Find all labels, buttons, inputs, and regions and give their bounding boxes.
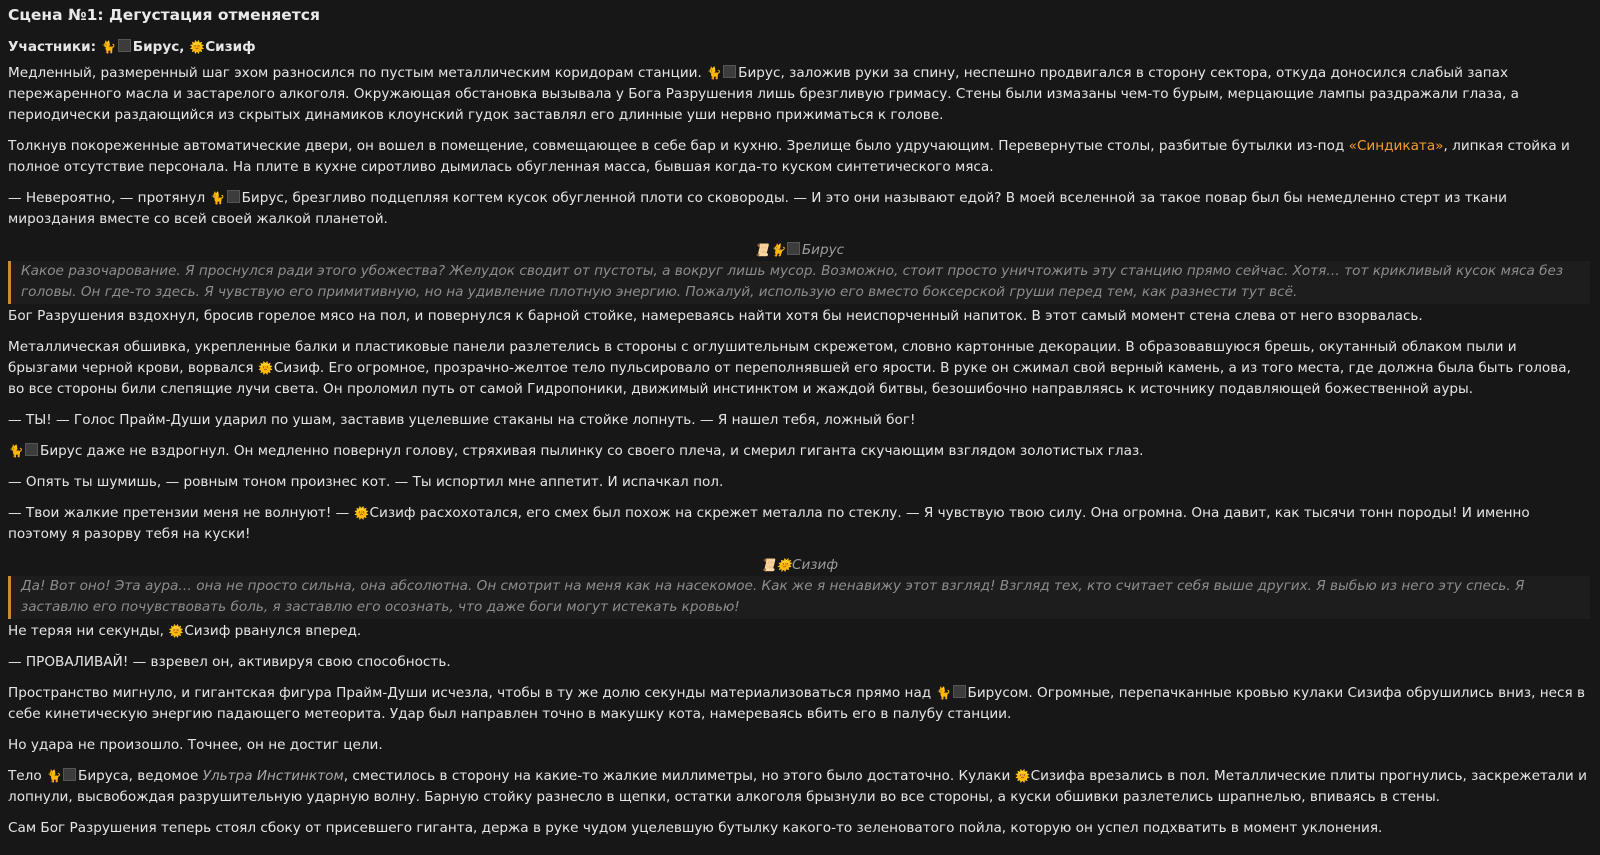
square-icon (63, 768, 76, 781)
thought-header-birus (8, 240, 1590, 261)
sun-icon: 🌞 (258, 361, 274, 375)
paragraph-text: — Твои жалкие претензии меня не волнуют! — (8, 505, 350, 521)
thought-author: Сизиф (791, 557, 838, 573)
sun-icon: 🌞 (354, 506, 370, 520)
paragraph-text: — Невероятно, — протянул (8, 190, 206, 206)
paragraph-7 (8, 441, 1590, 462)
scroll-icon: 📜 (760, 558, 776, 572)
paragraph-14 (8, 766, 1590, 808)
paragraph-text: Бирус, заложив руки за спину, неспешно продвигался в сторону сектора, откуда доносился слабый запах пережаренного масла и застарелого алкоголя. Окружающая обстановка вызывала у Бога Разрушения лишь брезгливую гримасу. Стены были измазаны чем-то бурым, мерцающие лампы раздражали глаза, а периодически раздающийся из скрытых динамиков клоунский гудок заставлял его длинные уши нервно прижиматься к голове. (8, 65, 1520, 123)
paragraph-text: , сместилось в сторону на какие-то жалкие миллиметры, но этого было достаточно. Кулаки (343, 768, 1011, 784)
paragraph-1 (8, 63, 1590, 126)
paragraph-2 (8, 136, 1590, 178)
scene-title: Сцена №1: Дегустация отменяется (8, 6, 320, 24)
sun-icon: 🌞 (189, 40, 205, 54)
sun-icon: 🌞 (776, 558, 792, 572)
paragraph-15: Сам Бог Разрушения теперь стоял сбоку от присевшего гиганта, держа в руке чудом уцелевшую бутылку какого-то зеленоватого пойла, которую он успел подхватить в момент уклонения. (8, 820, 1383, 836)
paragraph-text: Толкнув покореженные автоматические двери, он вошел в помещение, совмещающее в себе бар и кухню. Зрелище было удручающим. Перевернутые столы, разбитые бутылки из-под (8, 138, 1349, 154)
paragraph-text: Бирус даже не вздрогнул. Он медленно повернул голову, стряхивая пылинку со своего плеча, и смерил гиганта скучающим взглядом золотистых глаз. (40, 443, 1144, 459)
paragraph-text: Медленный, размеренный шаг эхом разносился по пустым металлическим коридорам станции. (8, 65, 702, 81)
scroll-icon: 📜 (754, 243, 770, 257)
paragraph-text: Сизиф. Его огромное, прозрачно-желтое тело пульсировало от переполнявшей его ярости. В руке он сжимал свой верный камень, а из того места, где должна была быть голова, во все стороны били слепящие лучи света. Он проломил путь от самой Гидропоники, движимый инстинктом и жаждой битвы, безошибочно направляясь к источнику подавляющей божественной ауры. (8, 360, 1571, 397)
paragraph-5 (8, 337, 1590, 400)
paragraph-text: Бирусом. Огромные, перепачканные кровью кулаки Сизифа обрушились вниз, неся в себе кинетическую энергию падающего метеорита. Удар был направлен точно в макушку кота, намереваясь вбить его в палубу станции. (8, 685, 1585, 722)
square-icon (227, 190, 240, 203)
syndicate-link[interactable]: «Синдиката» (1348, 138, 1444, 154)
paragraph-text: Металлическая обшивка, укрепленные балки и пластиковые панели разлетелись в стороны с оглушительным скрежетом, словно картонные декорации. В образовавшуюся брешь, окутанный облаком пыли и брызгами черной крови, ворвался (8, 339, 1517, 376)
thought-header-sisyphus (8, 555, 1590, 576)
cat-icon: 🐈 (101, 40, 117, 54)
paragraph-11: — ПРОВАЛИВАЙ! — взревел он, активируя свою способность. (8, 654, 451, 670)
paragraph-text: Сизиф расхохотался, его смех был похож на скрежет металла по стеклу. — Я чувствую твою силу. Она огромна. Она давит, как тысячи тонн породы! И именно поэтому я разорву тебя на куски! (8, 505, 1530, 542)
sun-icon: 🌞 (1015, 769, 1031, 783)
paragraph-text: Бирус, брезгливо подцепляя когтем кусок обугленной плоти со сковороды. — И это они называют едой? В моей вселенной за такое повар был бы немедленно стерт из ткани мироздания вместе со всей своей жалкой планетой. (8, 190, 1507, 227)
square-icon (118, 39, 131, 52)
square-icon (953, 685, 966, 698)
paragraph-text: , липкая стойка и полное отсутствие персонала. На плите в кухне сиротливо дымилась обугленная масса, бывшая когда-то куском синтетического мяса. (8, 138, 1570, 175)
paragraph-text: Сизифа врезались в пол. Металлические плиты прогнулись, заскрежетали и лопнули, высвобождая разрушительную ударную волну. Барную стойку разнесло в щепки, остатки алкоголя брызнули во все стороны, а куски обшивки разлетелись шрапнелью, впиваясь в стены. (8, 768, 1587, 805)
paragraph-4: Бог Разрушения вздохнул, бросив горелое мясо на пол, и повернулся к барной стойке, намереваясь найти хотя бы неиспорченный напиток. В этот самый момент стена слева от него взорвалась. (8, 308, 1423, 324)
thought-block-sisyphus: Да! Вот оно! Эта аура… она не просто сильна, она абсолютна. Он смотрит на меня как на насекомое. Как же я ненавижу этот взгляд! Взгляд тех, кто считает себя выше других. Я выбью из него эту спесь. Я заставлю его почувствовать боль, я заставлю его осознать, что даже боги могут истекать кровью! (8, 576, 1590, 619)
paragraph-text: Сизиф рванулся вперед. (184, 623, 362, 639)
paragraph-8: — Опять ты шумишь, — ровным тоном произнес кот. — Ты испортил мне аппетит. И испачкал пол. (8, 474, 724, 490)
paragraph-9 (8, 503, 1590, 545)
cat-icon: 🐈 (210, 191, 226, 205)
sun-icon: 🌞 (168, 624, 184, 638)
cat-icon: 🐈 (770, 243, 786, 257)
thought-author: Бирус (801, 242, 845, 258)
cat-icon: 🐈 (46, 769, 62, 783)
thought-block-birus: Какое разочарование. Я проснулся ради этого убожества? Желудок сводит от пустоты, а вокруг лишь мусор. Возможно, стоит просто уничтожить эту станцию прямо сейчас. Хотя… тот крикливый кусок мяса без головы. Он где-то здесь. Я чувствую его примитивную, но на удивление плотную энергию. Пожалуй, использую его вместо боксерской груши перед тем, как разнести тут всё. (8, 261, 1590, 304)
paragraph-6: — ТЫ! — Голос Прайм-Души ударил по ушам, заставив уцелевшие стаканы на стойке лопнуть. — Я нашел тебя, ложный бог! (8, 412, 916, 428)
square-icon (787, 242, 800, 255)
paragraph-12 (8, 683, 1590, 725)
participant-sisyphus: Сизиф (205, 39, 256, 55)
square-icon (25, 443, 38, 456)
cat-icon: 🐈 (706, 66, 722, 80)
ultra-instinct-term: Ультра Инстинктом (202, 768, 344, 784)
participants-label: Участники: (8, 39, 97, 55)
square-icon (723, 65, 736, 78)
paragraph-3 (8, 188, 1590, 230)
participants-line (8, 37, 1590, 58)
cat-icon: 🐈 (936, 686, 951, 700)
cat-icon: 🐈 (8, 444, 24, 458)
paragraph-10 (8, 621, 1590, 642)
paragraph-text: Бируса, ведомое (78, 768, 203, 784)
paragraph-text: Не теряя ни секунды, (8, 623, 164, 639)
paragraph-text: Тело (8, 768, 42, 784)
paragraph-text: Пространство мигнуло, и гигантская фигура Прайм-Души исчезла, чтобы в ту же долю секунды материализоваться прямо над (8, 685, 932, 701)
paragraph-13: Но удара не произошло. Точнее, он не достиг цели. (8, 737, 383, 753)
participant-birus: Бирус, (132, 39, 185, 55)
